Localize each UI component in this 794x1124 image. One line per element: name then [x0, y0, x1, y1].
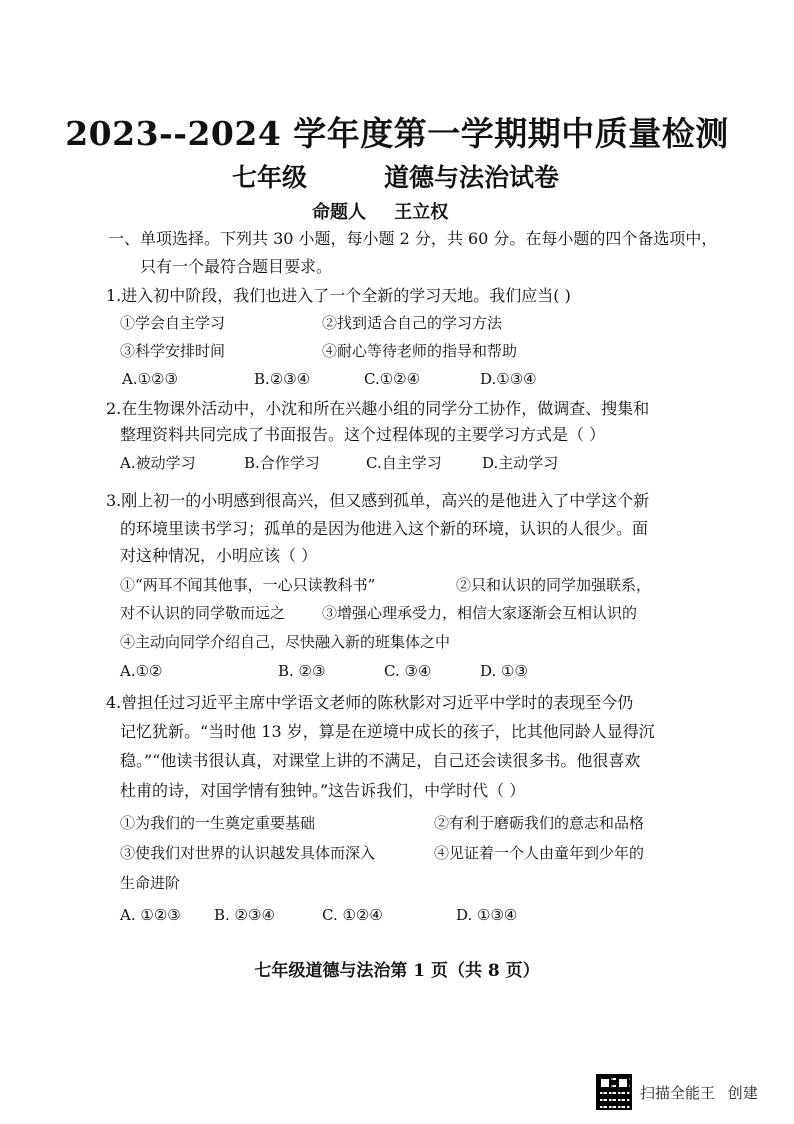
- question-4-stem: 稳。”“他读书很认真，对课堂上讲的不满足，自己还会读很多书。他很喜欢: [120, 751, 641, 770]
- subject-label: 道德与法治试卷: [384, 163, 560, 192]
- question-3-item: 对不认识的同学敬而远之: [120, 604, 286, 622]
- question-2-choice: D.主动学习: [482, 454, 559, 472]
- question-3-choice: C. ③④: [384, 662, 432, 680]
- question-2-stem: 整理资料共同完成了书面报告。这个过程体现的主要学习方式是（ ）: [120, 425, 606, 444]
- scanner-watermark: [596, 1074, 786, 1114]
- question-4-choice: A. ①②③: [120, 906, 181, 924]
- author-line: [312, 198, 448, 224]
- question-4-choice: D. ①③④: [456, 906, 518, 924]
- question-4-item: 生命进阶: [120, 874, 181, 892]
- question-4-item: ③使我们对世界的认识越发具体而深入: [120, 844, 376, 862]
- page-footer: 七年级道德与法治第 1 页（共 8 页）: [254, 961, 540, 981]
- question-4-stem: 杜甫的诗，对国学情有独钟。”这告诉我们，中学时代（ ）: [120, 781, 526, 800]
- question-2-choice: C.自主学习: [366, 454, 442, 472]
- question-3-choice: B. ②③: [278, 662, 326, 680]
- question-4-choice: C. ①②④: [322, 906, 383, 924]
- question-1-choice: A.①②③: [122, 370, 178, 388]
- question-1-item: ④耐心等待老师的指导和帮助: [322, 342, 518, 360]
- question-4-stem: 4.曾担任过习近平主席中学语文老师的陈秋影对习近平中学时的表现至今仍: [106, 693, 634, 712]
- question-3-stem: 的环境里读书学习；孤单的是因为他进入这个新的环境，认识的人很少。面: [120, 519, 649, 538]
- question-4-choice: B. ②③④: [214, 906, 275, 924]
- question-2-choice: B.合作学习: [244, 454, 320, 472]
- question-3-stem: 3.刚上初一的小明感到很高兴，但又感到孤单，高兴的是他进入了中学这个新: [106, 491, 650, 510]
- question-1-item: ②找到适合自己的学习方法: [322, 314, 503, 332]
- scanner-app-name: 扫描全能王: [640, 1084, 716, 1102]
- question-1-choice: C.①②④: [364, 370, 421, 388]
- question-4-item: ①为我们的一生奠定重要基础: [120, 814, 316, 832]
- question-1-item: ③科学安排时间: [120, 342, 226, 360]
- question-3-item: ④主动向同学介绍自己，尽快融入新的班集体之中: [120, 633, 451, 651]
- question-3-choice: D. ①③: [480, 662, 528, 680]
- author-name: 王立权: [394, 202, 449, 223]
- question-3-stem: 对这种情况，小明应该（ ）: [120, 546, 318, 565]
- question-3-item: ②只和认识的同学加强联系，: [456, 576, 652, 594]
- question-1-stem: 1.进入初中阶段，我们也进入了一个全新的学习天地。我们应当( ): [106, 286, 571, 305]
- question-1-item: ①学会自主学习: [120, 314, 226, 332]
- question-2-stem: 2.在生物课外活动中，小沈和所在兴趣小组的同学分工协作，做调查、搜集和: [106, 399, 650, 418]
- section-instruction: 一、单项选择。下列共 30 小题，每小题 2 分，共 60 分。在每小题的四个备选项中，: [108, 229, 718, 248]
- scanner-label: [640, 1082, 758, 1103]
- exam-subtitle: [0, 158, 794, 190]
- question-3-item: ③增强心理承受力，相信大家逐渐会互相认识的: [322, 604, 638, 622]
- scanner-action: 创建: [727, 1084, 758, 1102]
- question-2-choice: A.被动学习: [120, 454, 196, 472]
- qr-code-icon: [596, 1074, 632, 1110]
- author-label: 命题人: [312, 202, 366, 223]
- question-3-choice: A.①②: [120, 662, 163, 680]
- question-4-item: ②有利于磨砺我们的意志和品格: [434, 814, 645, 832]
- question-4-stem: 记忆犹新。“当时他 13 岁，算是在逆境中成长的孩子，比其他同龄人显得沉: [120, 722, 655, 741]
- question-4-item: ④见证着一个人由童年到少年的: [434, 844, 645, 862]
- exam-title: 2023--2024 学年度第一学期期中质量检测: [65, 114, 729, 153]
- question-3-item: ①“两耳不闻其他事，一心只读教科书”: [120, 576, 376, 594]
- question-1-choice: D.①③④: [480, 370, 537, 388]
- section-instruction-cont: 只有一个最符合题目要求。: [140, 257, 333, 276]
- grade-label: 七年级: [232, 163, 308, 192]
- question-1-choice: B.②③④: [254, 370, 311, 388]
